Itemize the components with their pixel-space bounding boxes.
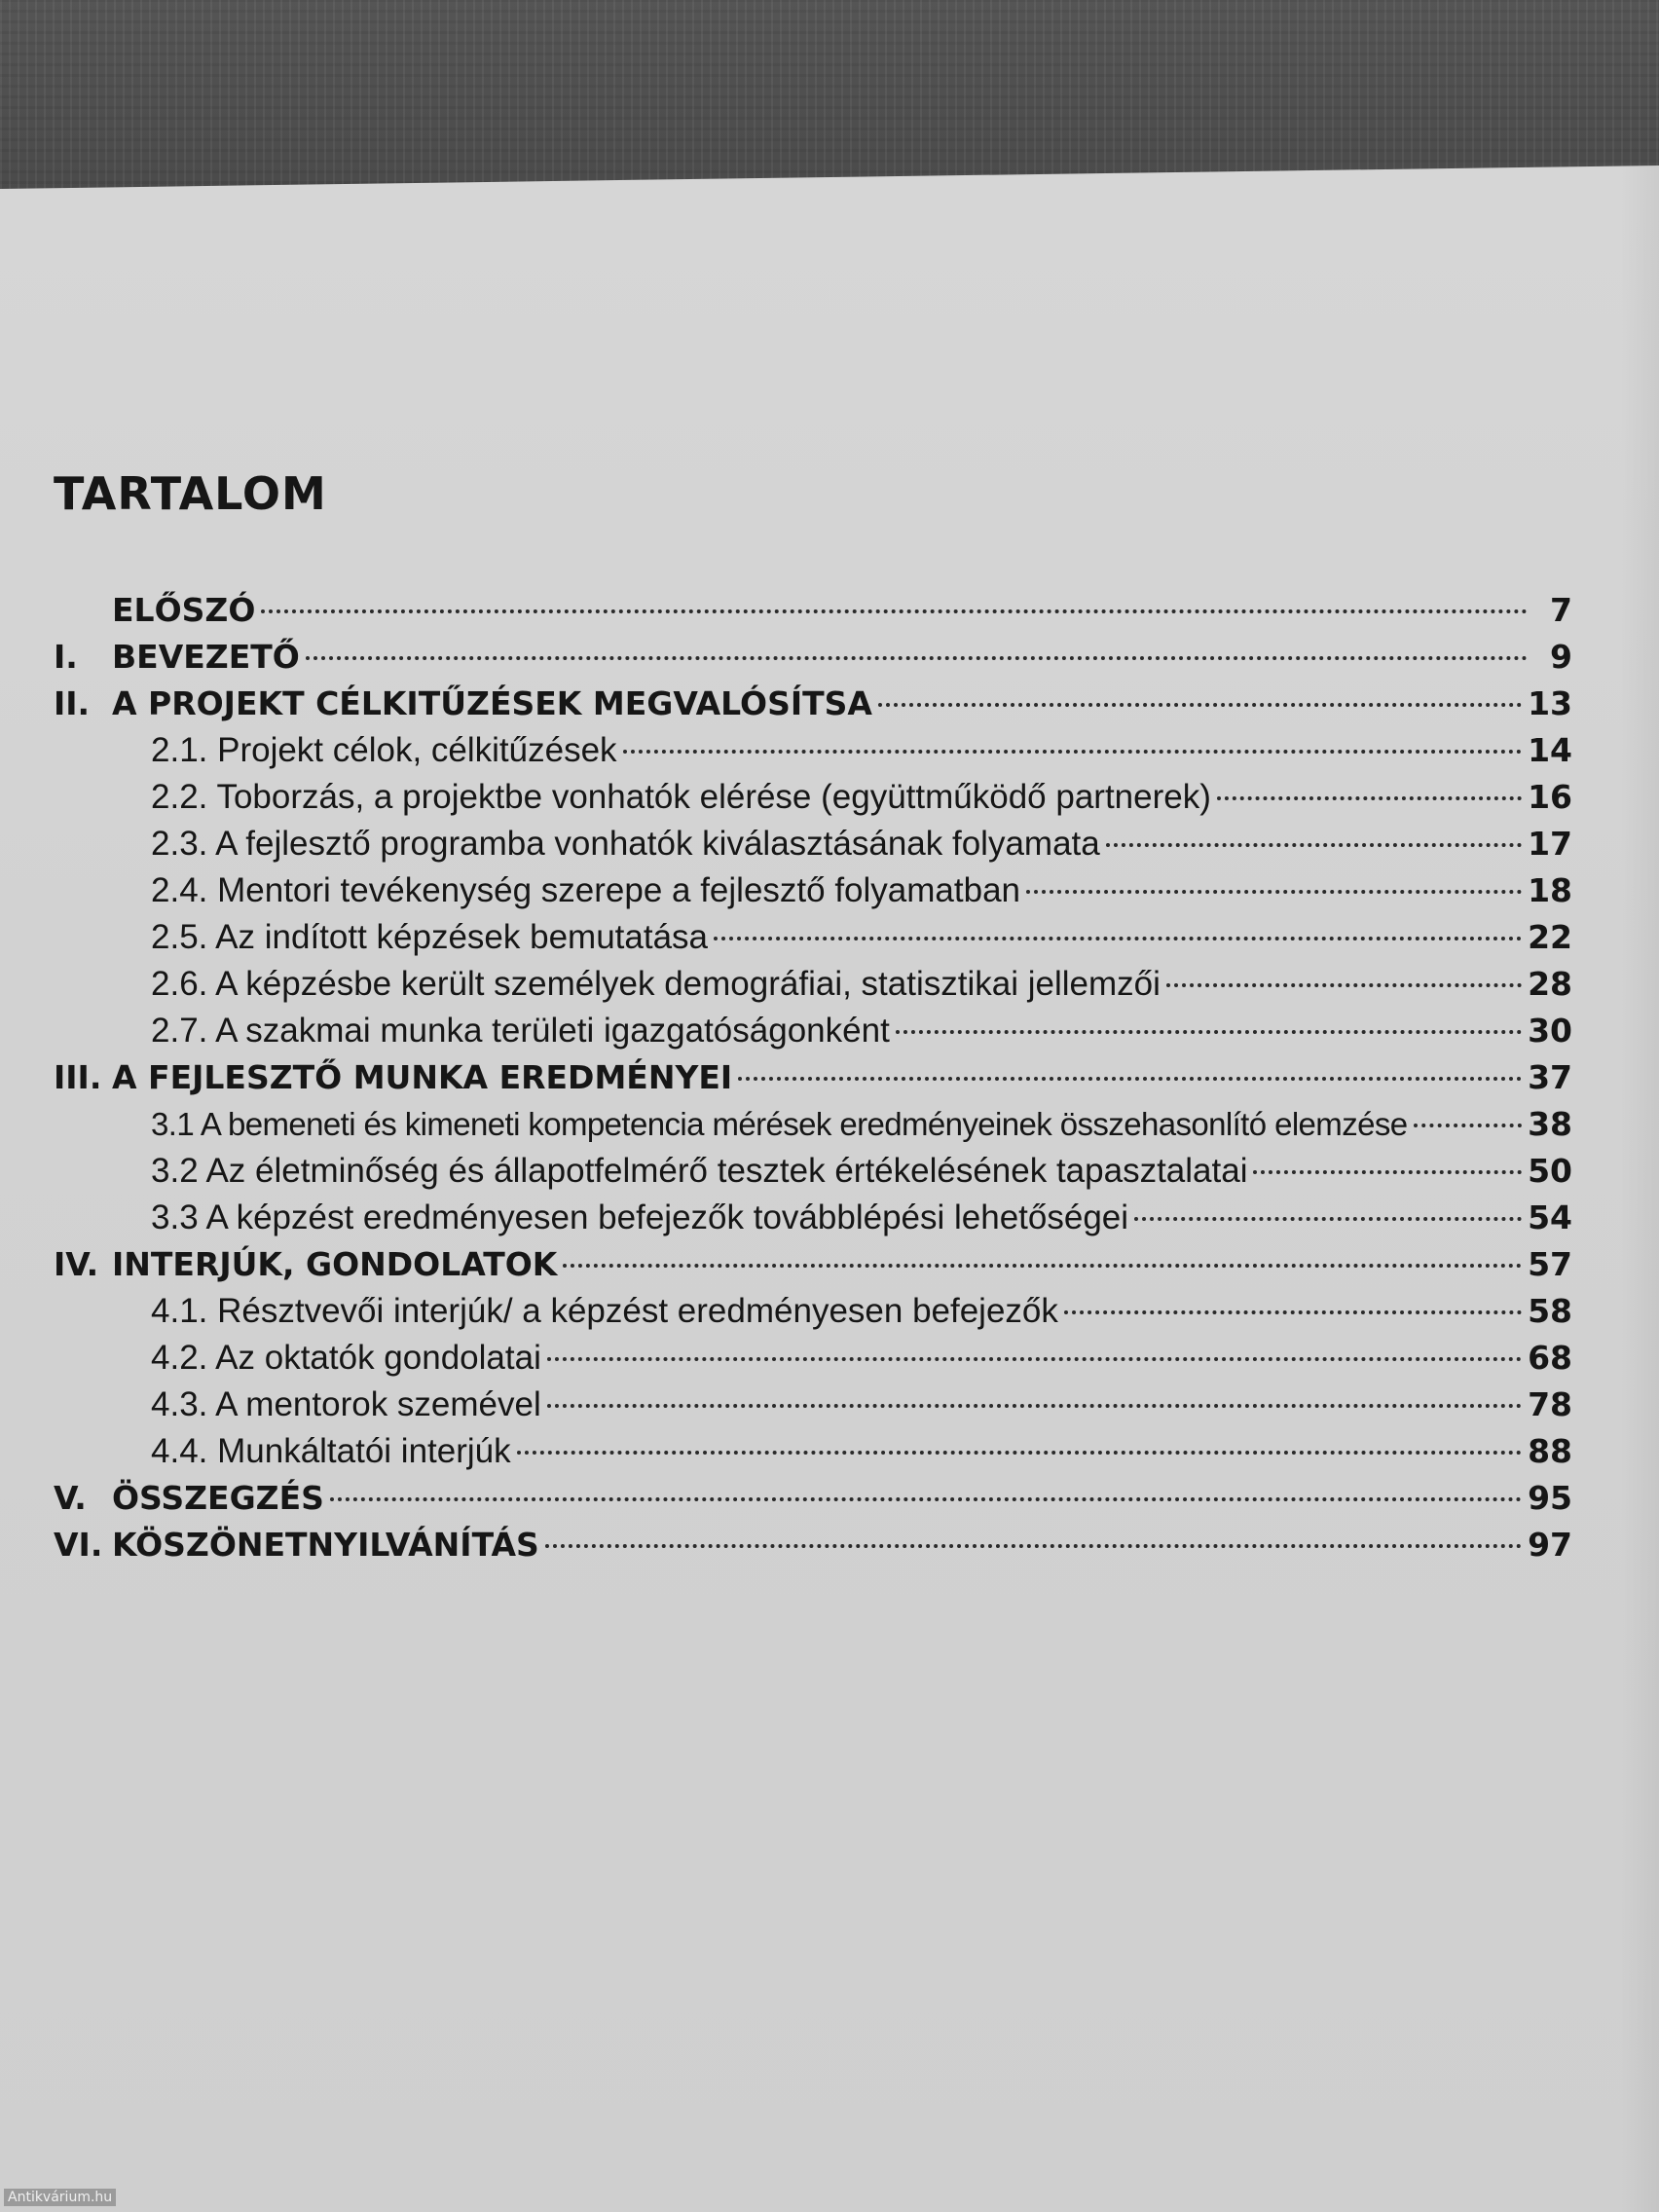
toc-entry-page: 18: [1528, 871, 1572, 909]
toc-entry-title: ÖSSZEGZÉS: [112, 1479, 324, 1517]
toc-entry-chapter-4: [54, 1241, 1572, 1288]
toc-entry-section-4-3: [54, 1382, 1572, 1428]
toc-entry-section-4-2: [54, 1335, 1572, 1382]
toc-entry-section-3-3: [54, 1195, 1572, 1241]
table-of-contents: [54, 587, 1572, 1568]
dot-leader: [1166, 983, 1522, 987]
toc-entry-page: 16: [1528, 778, 1572, 816]
toc-entry-title: 2.4. Mentori tevékenység szerepe a fejlesztő folyamatban: [151, 871, 1020, 909]
toc-entry-bevezeto: [54, 634, 1572, 681]
dot-leader: [547, 1404, 1522, 1408]
toc-entry-page: 78: [1528, 1385, 1572, 1423]
toc-entry-title: 2.3. A fejlesztő programba vonhatók kiválasztásának folyamata: [151, 825, 1100, 863]
toc-entry-section-2-6: [54, 961, 1572, 1008]
dot-leader: [714, 937, 1522, 940]
dot-leader: [738, 1077, 1522, 1081]
dot-leader: [1253, 1170, 1522, 1174]
dot-leader: [623, 750, 1523, 754]
toc-entry-section-3-2: [54, 1148, 1572, 1195]
dot-leader: [1106, 843, 1522, 847]
dot-leader: [1026, 890, 1522, 894]
dot-leader: [261, 609, 1528, 613]
dot-leader: [1217, 796, 1522, 800]
toc-entry-section-2-4: [54, 867, 1572, 914]
toc-entry-section-4-4: [54, 1428, 1572, 1475]
toc-entry-title: 4.4. Munkáltatói interjúk: [151, 1432, 511, 1470]
toc-entry-title: 2.6. A képzésbe került személyek demográfiai, statisztikai jellemzői: [151, 965, 1161, 1003]
background-surface: [0, 0, 1659, 195]
dot-leader: [330, 1497, 1522, 1501]
dot-leader: [545, 1544, 1522, 1548]
toc-entry-number: II.: [54, 684, 91, 722]
dot-leader: [563, 1264, 1522, 1268]
toc-entry-section-2-3: [54, 821, 1572, 867]
toc-entry-title: 2.5. Az indított képzések bemutatása: [151, 918, 709, 956]
toc-entry-page: 54: [1528, 1198, 1572, 1236]
toc-entry-page: 37: [1528, 1058, 1572, 1096]
dot-leader: [878, 703, 1522, 707]
toc-entry-page: 58: [1528, 1292, 1572, 1330]
toc-entry-number: V.: [54, 1479, 87, 1517]
watermark: Antikvárium.hu: [4, 2189, 116, 2206]
toc-entry-section-4-1: [54, 1288, 1572, 1335]
page-edge-shadow: [1620, 166, 1659, 2212]
toc-entry-title: 3.1 A bemeneti és kimeneti kompetencia mérések eredményeinek összehasonlító elemzése: [151, 1106, 1408, 1142]
toc-entry-chapter-6: [54, 1522, 1572, 1568]
dot-leader: [306, 656, 1528, 660]
toc-entry-eloszo: [54, 587, 1572, 634]
toc-entry-title: A PROJEKT CÉLKITŰZÉSEK MEGVALÓSÍTSA: [112, 684, 872, 722]
toc-entry-page: 22: [1528, 918, 1572, 956]
toc-entry-number: IV.: [54, 1245, 99, 1283]
toc-entry-section-2-1: [54, 727, 1572, 774]
dot-leader: [1414, 1124, 1523, 1127]
page-title: TARTALOM: [54, 467, 327, 520]
dot-leader: [1064, 1310, 1522, 1314]
toc-entry-section-2-5: [54, 914, 1572, 961]
toc-entry-title: INTERJÚK, GONDOLATOK: [112, 1245, 558, 1283]
toc-entry-title: 2.1. Projekt célok, célkitűzések: [151, 731, 617, 769]
toc-entry-chapter-5: [54, 1475, 1572, 1522]
toc-entry-number: VI.: [54, 1526, 103, 1564]
dot-leader: [896, 1030, 1522, 1034]
toc-entry-page: 88: [1528, 1432, 1572, 1470]
toc-entry-page: 38: [1528, 1105, 1572, 1143]
dot-leader: [1134, 1217, 1522, 1221]
toc-entry-section-3-1: [54, 1101, 1572, 1148]
toc-entry-title: 4.2. Az oktatók gondolatai: [151, 1339, 541, 1377]
toc-entry-page: 50: [1528, 1152, 1572, 1190]
toc-entry-page: 13: [1528, 684, 1572, 722]
toc-entry-section-2-7: [54, 1008, 1572, 1054]
toc-entry-title: 2.7. A szakmai munka területi igazgatóságonként: [151, 1012, 890, 1050]
toc-entry-page: 68: [1528, 1339, 1572, 1377]
toc-entry-page: 95: [1528, 1479, 1572, 1517]
toc-entry-page: 97: [1528, 1526, 1572, 1564]
toc-entry-title: 4.3. A mentorok szemével: [151, 1385, 541, 1423]
toc-entry-title: 4.1. Résztvevői interjúk/ a képzést eredményesen befejezők: [151, 1292, 1058, 1330]
toc-entry-page: 7: [1550, 591, 1572, 629]
toc-entry-section-2-2: [54, 774, 1572, 821]
toc-entry-number: I.: [54, 638, 78, 676]
dot-leader: [517, 1451, 1522, 1455]
toc-entry-page: 57: [1528, 1245, 1572, 1283]
toc-entry-title: 2.2. Toborzás, a projektbe vonhatók elérése (együttműködő partnerek): [151, 778, 1211, 816]
toc-entry-page: 9: [1550, 638, 1572, 676]
toc-entry-title: KÖSZÖNETNYILVÁNÍTÁS: [112, 1526, 539, 1564]
toc-entry-title: BEVEZETŐ: [112, 638, 300, 676]
toc-entry-page: 17: [1528, 825, 1572, 863]
dot-leader: [547, 1357, 1522, 1361]
toc-entry-page: 14: [1528, 731, 1572, 769]
toc-entry-page: 30: [1528, 1012, 1572, 1050]
toc-entry-chapter-2: [54, 681, 1572, 727]
toc-entry-number: III.: [54, 1058, 102, 1096]
toc-entry-title: 3.2 Az életminőség és állapotfelmérő tesztek értékelésének tapasztalatai: [151, 1152, 1248, 1190]
toc-entry-page: 28: [1528, 965, 1572, 1003]
toc-entry-title: 3.3 A képzést eredményesen befejezők továbblépési lehetőségei: [151, 1198, 1129, 1236]
toc-entry-chapter-3: [54, 1054, 1572, 1101]
toc-entry-title: ELŐSZÓ: [112, 591, 256, 629]
toc-entry-title: A FEJLESZTŐ MUNKA EREDMÉNYEI: [112, 1058, 733, 1096]
